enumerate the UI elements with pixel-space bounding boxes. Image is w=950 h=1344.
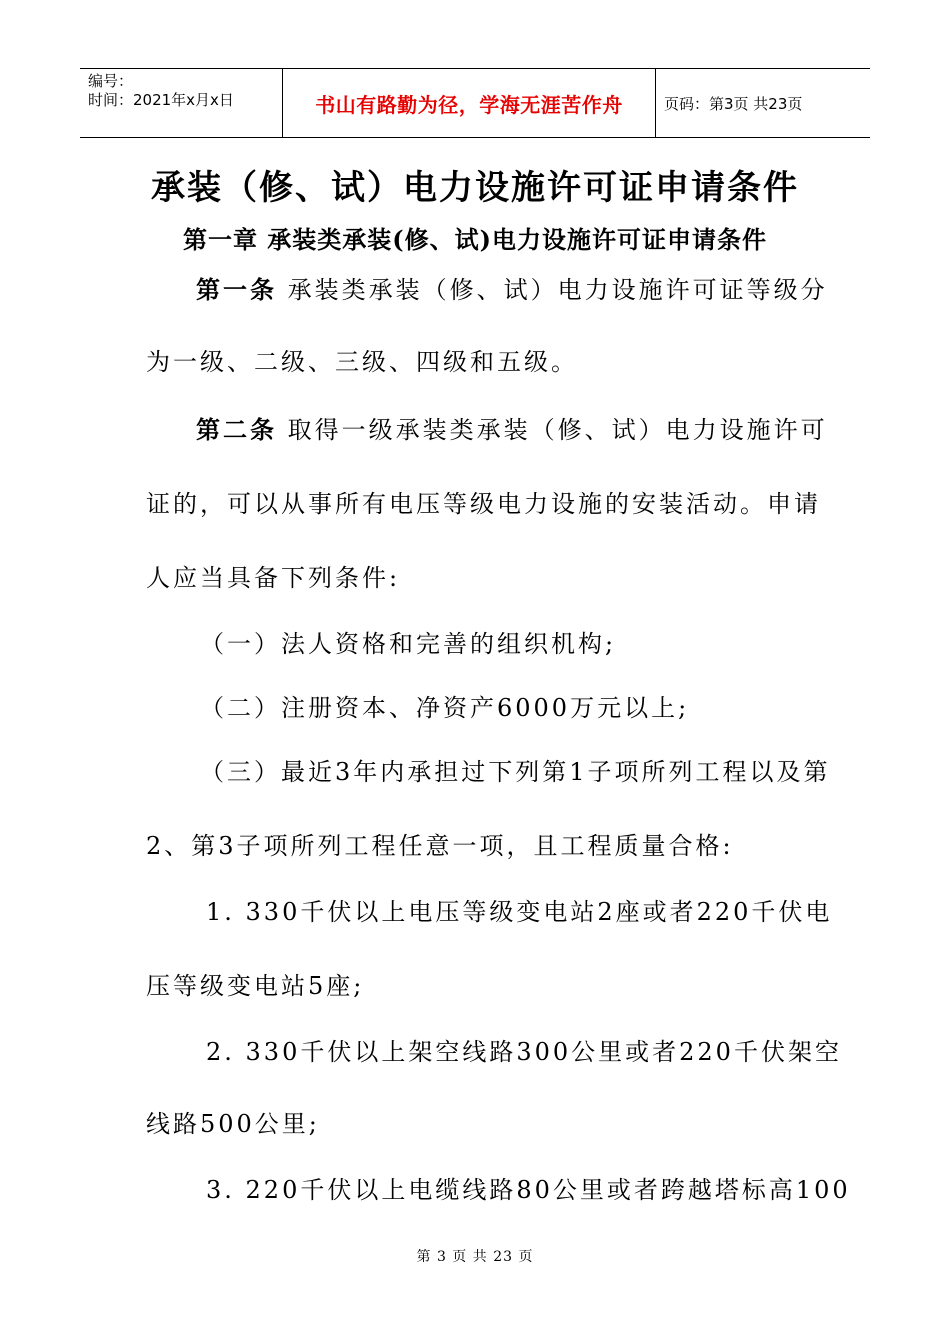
item-1: （一）法人资格和完善的组织机构;	[200, 630, 617, 658]
document-date: 时间：2021年x月x日	[88, 91, 234, 109]
document-title: 承装（修、试）电力设施许可证申请条件	[151, 168, 799, 208]
header-motto-cell	[282, 69, 656, 137]
header-meta	[80, 69, 282, 137]
article-1-line-2: 为一级、二级、三级、四级和五级。	[146, 348, 578, 376]
article-2-line-2: 证的，可以从事所有电压等级电力设施的安装活动。申请	[146, 490, 821, 518]
document-number-label: 编号：	[88, 72, 134, 90]
subitem-1-line-1: 1. 330千伏以上电压等级变电站2座或者220千伏电	[206, 898, 833, 926]
article-2-label: 第二条	[196, 415, 277, 444]
subitem-2-line-2: 线路500公里;	[146, 1110, 320, 1138]
header-page-code: 页码：第3页 共23页	[664, 94, 803, 113]
header-motto: 书山有路勤为径，学海无涯苦作舟	[315, 92, 623, 117]
subitem-1-line-2: 压等级变电站5座;	[146, 972, 365, 1000]
article-1-line-1	[196, 270, 828, 305]
chapter-heading: 第一章 承装类承装(修、试)电力设施许可证申请条件	[182, 225, 768, 254]
article-1-label: 第一条	[196, 275, 277, 304]
article-2-line-3: 人应当具备下列条件:	[146, 564, 401, 592]
subitem-2-line-1: 2. 330千伏以上架空线路300公里或者220千伏架空	[206, 1038, 842, 1066]
article-1-text: 承装类承装（修、试）电力设施许可证等级分	[287, 276, 828, 304]
subitem-3-line-1: 3. 220千伏以上电缆线路80公里或者跨越塔标高100	[206, 1176, 851, 1204]
page-header	[80, 68, 870, 138]
item-2: （二）注册资本、净资产6000万元以上;	[200, 694, 690, 722]
page-footer: 第 3 页 共 23 页	[416, 1249, 534, 1265]
item-3-line-2: 2、第3子项所列工程任意一项，且工程质量合格:	[146, 832, 734, 860]
article-2-text: 取得一级承装类承装（修、试）电力设施许可	[287, 416, 828, 444]
item-3-line-1: （三）最近3年内承担过下列第1子项所列工程以及第	[200, 758, 831, 786]
article-2-line-1	[196, 410, 828, 445]
